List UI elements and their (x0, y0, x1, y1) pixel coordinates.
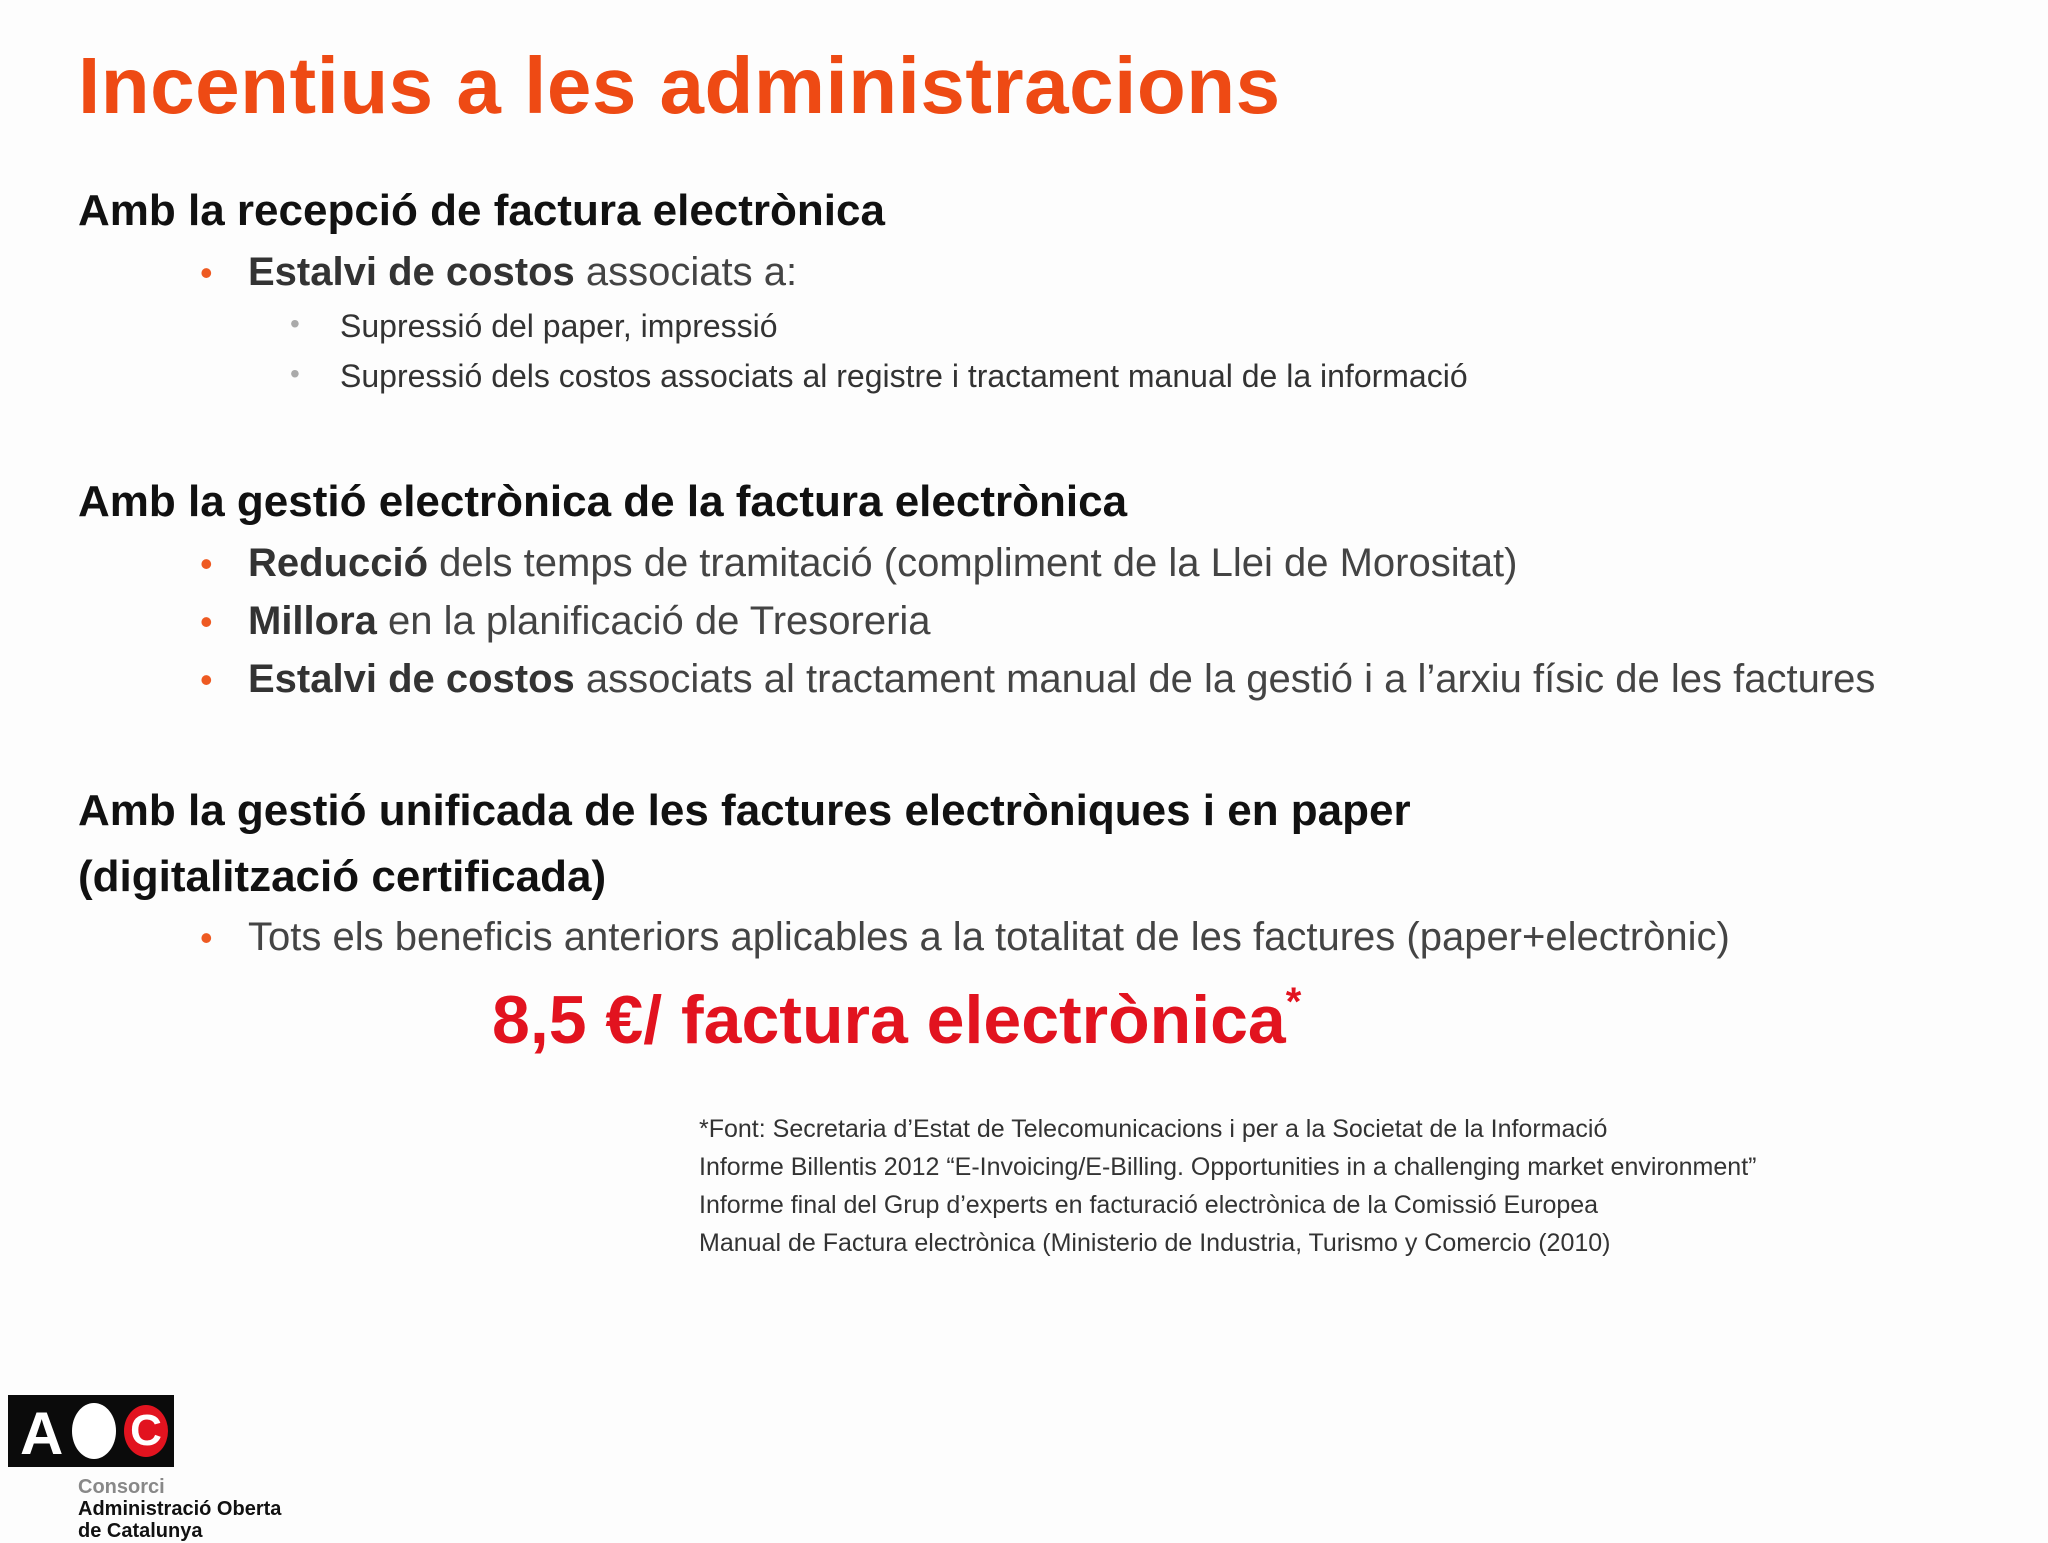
highlight-text: 8,5 €/ factura electrònica (492, 982, 1286, 1058)
bullet-item (200, 599, 931, 644)
bullet-icon: • (200, 252, 213, 293)
bullet-text: en la planificació de Tresoreria (376, 599, 931, 643)
bullet-bold-text: Estalvi de costos (248, 250, 575, 294)
bullet-text: Tots els beneficis anteriors aplicables a la totalitat de les factures (paper+electrònic) (248, 915, 1730, 959)
aoc-logo-icon (8, 1395, 174, 1467)
section-heading-unified-line2: (digitalització certificada) (78, 852, 607, 901)
bullet-bold-text: Reducció (248, 541, 429, 585)
sub-bullet-text: Supressió dels costos associats al registre i tractament manual de la informació (340, 358, 1468, 394)
bullet-text: associats al tractament manual de la gestió i a l’arxiu físic de les factures (574, 657, 1876, 701)
section-heading-management: Amb la gestió electrònica de la factura electrònica (78, 477, 1128, 526)
source-line: Informe final del Grup d’experts en facturació electrònica de la Comissió Europea (699, 1191, 1599, 1219)
logo-letter-a: A (20, 1400, 64, 1467)
logo-letter-c: C (124, 1405, 168, 1457)
bullet-bold-text: Millora (248, 599, 377, 643)
bullet-icon: • (200, 543, 213, 584)
logo-circle (72, 1403, 116, 1459)
sub-bullet-item (290, 358, 1468, 395)
section-heading-reception: Amb la recepció de factura electrònica (78, 186, 885, 235)
bullet-item (200, 541, 1518, 586)
bullet-icon: • (200, 917, 213, 958)
bullet-item (200, 915, 1730, 960)
highlight-cost (492, 980, 1301, 1059)
highlight-star: * (1285, 980, 1302, 1024)
bullet-text: associats a: (574, 250, 798, 294)
bullet-bold-text: Estalvi de costos (248, 657, 575, 701)
page-title: Incentius a les administracions (78, 41, 1281, 130)
source-line: Manual de Factura electrònica (Ministerio de Industria, Turismo y Comercio (2010) (699, 1229, 1611, 1257)
source-line: *Font: Secretaria d’Estat de Telecomunicacions i per a la Societat de la Informació (699, 1115, 1608, 1143)
bullet-icon: • (200, 601, 213, 642)
organization-line2: Administració Oberta (78, 1498, 282, 1520)
sub-bullet-icon: • (290, 358, 300, 389)
organization-line3: de Catalunya (78, 1520, 203, 1542)
organization-line1: Consorci (78, 1476, 165, 1498)
source-line: Informe Billentis 2012 “E-Invoicing/E-Billing. Opportunities in a challenging market environment” (699, 1153, 1757, 1181)
bullet-item (200, 657, 1876, 702)
bullet-icon: • (200, 659, 213, 700)
bullet-item (200, 250, 798, 295)
bullet-text: dels temps de tramitació (compliment de la Llei de Morositat) (428, 541, 1518, 585)
sub-bullet-text: Supressió del paper, impressió (340, 308, 778, 344)
sub-bullet-item (290, 308, 778, 345)
sub-bullet-icon: • (290, 308, 300, 339)
section-heading-unified: Amb la gestió unificada de les factures electròniques i en paper (78, 786, 1411, 835)
